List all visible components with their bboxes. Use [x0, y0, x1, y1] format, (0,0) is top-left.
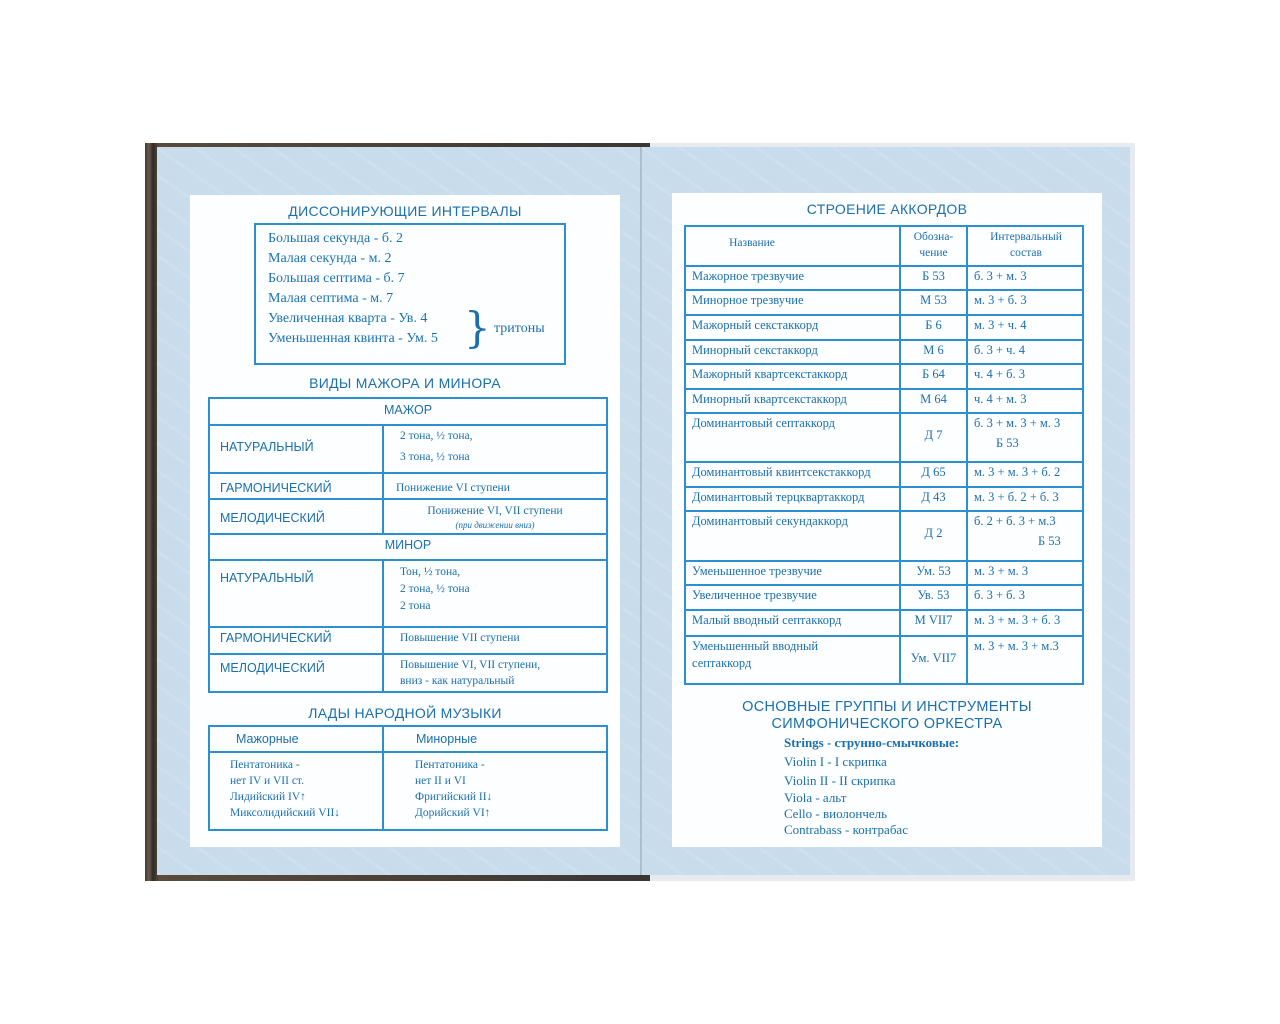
- folk-minor-line: Пентатоника -: [415, 759, 485, 771]
- table-rule: [684, 388, 1084, 390]
- table-rule: [208, 472, 608, 474]
- chord-symbol: М 53: [920, 293, 947, 307]
- left-content-panel: [190, 195, 620, 847]
- interval-name: Малая септима: [268, 291, 359, 306]
- chord-intervals: м. 3 + м. 3 + б. 3: [974, 613, 1061, 627]
- interval-row: Большая секунда - б. 2: [268, 231, 403, 246]
- chord-name: Минорное трезвучие: [692, 293, 804, 307]
- dissonant-intervals-title: ДИССОНИРУЮЩИЕ ИНТЕРВАЛЫ: [288, 203, 522, 219]
- major-natural-desc: 2 тона, ½ тона,: [400, 430, 473, 442]
- table-rule: [684, 609, 1084, 611]
- right-content-panel: [672, 193, 1102, 847]
- major-melodic: МЕЛОДИЧЕСКИЙ: [220, 511, 325, 525]
- chord-symbol: М 6: [923, 343, 944, 357]
- chord-name: Мажорное трезвучие: [692, 269, 805, 283]
- chord-symbol: Б 64: [922, 367, 945, 381]
- col-symbol-header: Обозна-: [913, 231, 954, 243]
- table-rule: [382, 559, 384, 693]
- chord-symbol: М VII7: [914, 613, 953, 627]
- major-natural-desc: 3 тона, ½ тона: [400, 451, 470, 463]
- interval-name: Уменьшенная квинта: [268, 331, 395, 346]
- chord-symbol: Д 65: [921, 465, 946, 479]
- chord-name: септаккорд: [692, 656, 752, 670]
- table-rule: [684, 510, 1084, 512]
- chord-intervals: ч. 4 + б. 3: [974, 367, 1025, 381]
- folk-major-line: Лидийский IV↑: [230, 791, 306, 803]
- table-rule: [208, 751, 608, 753]
- chord-symbol: Д 2: [924, 526, 943, 540]
- major-natural: НАТУРАЛЬНЫЙ: [220, 440, 314, 454]
- chord-intervals: м. 3 + м. 3: [974, 564, 1029, 578]
- modes-title: ВИДЫ МАЖОРА И МИНОРА: [309, 375, 501, 391]
- interval-name: Малая секунда: [268, 251, 357, 266]
- interval-abbr: б. 7: [383, 271, 405, 286]
- chord-name: Уменьшенное трезвучие: [692, 564, 822, 578]
- minor-melodic: МЕЛОДИЧЕСКИЙ: [220, 661, 325, 675]
- chord-intervals: м. 3 + м. 3 + м.3: [974, 639, 1059, 653]
- instrument-item: Contrabass - контрабас: [784, 822, 908, 837]
- table-rule: [684, 635, 1084, 637]
- interval-name: Большая секунда: [268, 231, 371, 246]
- brace-icon: }: [464, 303, 491, 352]
- table-rule: [684, 461, 1084, 463]
- chord-symbol: Б 53: [922, 269, 945, 283]
- chord-name: Уменьшенный вводный: [692, 639, 819, 653]
- minor-harmonic: ГАРМОНИЧЕСКИЙ: [220, 631, 332, 645]
- table-rule: [684, 289, 1084, 291]
- minor-natural-desc: 2 тона, ½ тона: [400, 583, 470, 595]
- left-page: [157, 147, 647, 875]
- folk-minor-line: Фригийский II↓: [415, 791, 493, 803]
- chord-name: Минорный квартсекстаккорд: [692, 392, 847, 406]
- chord-name: Мажорный секстаккорд: [692, 318, 819, 332]
- folk-minor-line: Дорийский VI↑: [415, 807, 491, 819]
- table-rule: [684, 412, 1084, 414]
- chord-intervals: б. 3 + м. 3 + м. 3: [974, 416, 1061, 430]
- minor-harmonic-desc: Повышение VII ступени: [400, 632, 520, 644]
- folk-minor-line: нет II и VI: [415, 775, 466, 787]
- folk-major-line: Миксолидийский VII↓: [230, 807, 341, 819]
- instrument-item: Violin I - I скрипка: [784, 754, 887, 769]
- col-intervals-header: состав: [1010, 247, 1042, 259]
- major-melodic-note: (при движении вниз): [455, 520, 535, 530]
- interval-abbr: м. 7: [370, 291, 394, 306]
- interval-abbr: м. 2: [368, 251, 392, 266]
- chord-symbol: Ум. 53: [916, 564, 951, 578]
- table-rule: [208, 626, 608, 628]
- folk-major-header: Мажорные: [236, 732, 299, 746]
- interval-row: Малая септима - м. 7: [268, 291, 394, 306]
- chord-symbol: Ув. 53: [917, 588, 950, 602]
- major-harmonic: ГАРМОНИЧЕСКИЙ: [220, 481, 332, 495]
- table-rule: [684, 584, 1084, 586]
- minor-melodic-desc: Повышение VI, VII ступени,: [400, 659, 541, 671]
- table-rule: [684, 314, 1084, 316]
- chord-name: Мажорный квартсекстаккорд: [692, 367, 848, 381]
- interval-row: Уменьшенная квинта - Ум. 5: [268, 331, 438, 346]
- minor-natural-desc: 2 тона: [400, 600, 431, 612]
- chord-name: Увеличенное трезвучие: [692, 588, 817, 602]
- chord-name: Доминантовый квинтсекстаккорд: [692, 465, 871, 479]
- interval-abbr: Ум. 5: [406, 331, 438, 346]
- chords-title: СТРОЕНИЕ АККОРДОВ: [806, 201, 968, 217]
- table-rule: [684, 339, 1084, 341]
- chord-name: Минорный секстаккорд: [692, 343, 818, 357]
- strings-label: Strings - струнно-смычковые:: [784, 735, 960, 750]
- interval-row: Малая секунда - м. 2: [268, 251, 392, 266]
- chord-intervals: б. 3 + м. 3: [974, 269, 1027, 283]
- interval-row: Увеличенная кварта - Ув. 4: [268, 311, 428, 326]
- chord-symbol: Б 6: [925, 318, 942, 332]
- interval-name: Увеличенная кварта: [268, 311, 387, 326]
- orchestra-title: ОСНОВНЫЕ ГРУППЫ И ИНСТРУМЕНТЫ: [742, 699, 1032, 715]
- chord-intervals: м. 3 + ч. 4: [974, 318, 1027, 332]
- chord-symbol: М 64: [920, 392, 947, 406]
- table-rule: [684, 363, 1084, 365]
- interval-abbr: Ув. 4: [398, 311, 428, 326]
- chord-name: Малый вводный септаккорд: [692, 613, 842, 627]
- chord-intervals: м. 3 + б. 3: [974, 293, 1027, 307]
- chord-name: Доминантовый септаккорд: [692, 416, 836, 430]
- chord-intervals-sub: Б 53: [996, 436, 1019, 450]
- orchestra-title: СИМФОНИЧЕСКОГО ОРКЕСТРА: [771, 716, 1003, 732]
- minor-header: МИНОР: [384, 538, 432, 552]
- table-rule: [208, 559, 608, 561]
- chord-intervals-sub: Б 53: [1038, 534, 1061, 548]
- chord-symbol: Д 43: [921, 490, 946, 504]
- chord-intervals: б. 3 + б. 3: [974, 588, 1026, 602]
- table-rule: [966, 225, 968, 685]
- instrument-item: Cello - виолончель: [784, 806, 888, 821]
- chord-symbol: Д 7: [924, 428, 943, 442]
- instrument-item: Violin II - II скрипка: [784, 773, 896, 788]
- chord-name: Доминантовый терцквартаккорд: [692, 490, 865, 504]
- interval-row: Большая септима - б. 7: [268, 271, 405, 286]
- col-intervals-header: Интервальный: [990, 231, 1062, 243]
- col-symbol-header: чение: [919, 247, 948, 259]
- minor-melodic-desc: вниз - как натуральный: [400, 675, 515, 687]
- table-rule: [208, 653, 608, 655]
- folk-major-line: нет IV и VII ст.: [230, 775, 304, 787]
- interval-abbr: б. 2: [381, 231, 403, 246]
- table-rule: [208, 424, 608, 426]
- chord-intervals: м. 3 + б. 2 + б. 3: [974, 490, 1059, 504]
- chord-intervals: м. 3 + м. 3 + б. 2: [974, 465, 1061, 479]
- folk-modes-title: ЛАДЫ НАРОДНОЙ МУЗЫКИ: [308, 705, 502, 721]
- major-header: МАЖОР: [383, 403, 433, 417]
- table-rule: [208, 533, 608, 535]
- open-book: [145, 143, 1135, 881]
- major-harmonic-desc: Понижение VI ступени: [396, 482, 510, 494]
- dissonant-intervals-box: [254, 223, 566, 365]
- table-rule: [684, 265, 1084, 267]
- right-page: [642, 147, 1130, 875]
- col-name-header: Название: [729, 237, 775, 249]
- table-rule: [382, 725, 384, 831]
- table-rule: [684, 486, 1084, 488]
- instrument-item: Viola - альт: [784, 790, 847, 805]
- minor-natural-desc: Тон, ½ тона,: [400, 566, 461, 578]
- chord-intervals: б. 3 + ч. 4: [974, 343, 1025, 357]
- tritones-label: тритоны: [494, 321, 545, 336]
- chord-intervals: б. 2 + б. 3 + м.3: [974, 514, 1056, 528]
- table-rule: [208, 498, 608, 500]
- chord-name: Доминантовый секундаккорд: [692, 514, 848, 528]
- chord-intervals: ч. 4 + м. 3: [974, 392, 1027, 406]
- minor-natural: НАТУРАЛЬНЫЙ: [220, 571, 314, 585]
- folk-major-line: Пентатоника -: [230, 759, 300, 771]
- table-rule: [684, 560, 1084, 562]
- chord-symbol: Ум. VII7: [910, 651, 957, 665]
- major-melodic-desc: Понижение VI, VII ступени: [427, 505, 563, 517]
- interval-name: Большая септима: [268, 271, 372, 286]
- folk-minor-header: Минорные: [416, 732, 478, 746]
